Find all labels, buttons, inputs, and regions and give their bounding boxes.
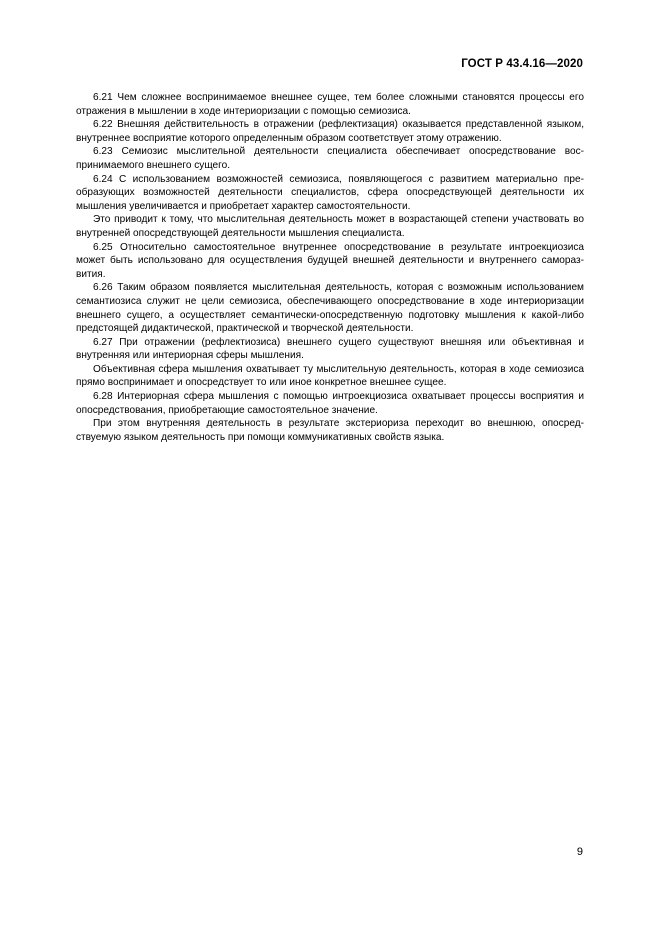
document-standard-id: ГОСТ Р 43.4.16—2020 — [461, 58, 583, 70]
paragraph-6-23: 6.23 Семиозис мыслительной деятельности специалиста обеспечивает опосредствование воспринимаемого внешнего сущего. — [76, 146, 584, 171]
page-number: 9 — [576, 846, 583, 858]
paragraph-6-25: 6.25 Относительно самостоятельное внутреннее опосредствование в результате интроекциозиса может быть использовано для осуществления будущей внешней деятельности и внутреннего саморазвития. — [76, 241, 584, 280]
paragraph-6-22: 6.22 Внешняя действительность в отражении (рефлектизация) оказывается представленной языком, внутреннее восприятие которого определенным образом соответствует этому отражению. — [76, 119, 584, 144]
paragraph-6-26: 6.26 Таким образом появляется мыслительная деятельность, которая с возможным использованием семантиозиса служит не цели семиозиса, обеспечивающего опосредствование в ходе интериоризации внешнего сущего, а осуществляет семантически-опосредственную подготовку мышления к какой-либо предстоящей дидактической, практической и творческой деятельности. — [76, 282, 584, 335]
document-body — [76, 91, 584, 444]
paragraph-6-21: 6.21 Чем сложнее воспринимаемое внешнее сущее, тем более сложными становятся процессы его отражения в мышлении в ходе интериоризации с помощью семиозиса. — [76, 92, 584, 117]
paragraph-6-27-continuation: Объективная сфера мышления охватывает ту мыслительную деятельность, которая в ходе семиозиса прямо воспринимает и опосредствует то или иное конкретное внешнее сущее. — [76, 363, 584, 389]
paragraph-6-24-continuation: Это приводит к тому, что мыслительная деятельность может в возрастающей степени участвовать во внутренней опосредствующей деятельности мышления специалиста. — [76, 214, 584, 239]
paragraph-6-27: 6.27 При отражении (рефлектиозиса) внешнего сущего существуют внешняя или объективная и внутренняя или интериорная сферы мышления. — [76, 336, 584, 362]
paragraph-6-28: 6.28 Интериорная сфера мышления с помощью интроекциозиса охватывает процессы восприятия и опосредствования, приобретающие самостоятельное значение. — [76, 391, 584, 416]
paragraph-6-24: 6.24 С использованием возможностей семиозиса, появляющегося с развитием материально преобразующих возможностей деятельности специалистов, сфера опосредствующей деятельности их мышления увеличивается и приобретает характер самостоятельности. — [76, 173, 584, 212]
paragraph-6-28-continuation: При этом внутренняя деятельность в результате экстериориза переходит во внешнюю, опосредствуемую языком деятельность при помощи коммуникативных свойств языка. — [76, 418, 584, 443]
